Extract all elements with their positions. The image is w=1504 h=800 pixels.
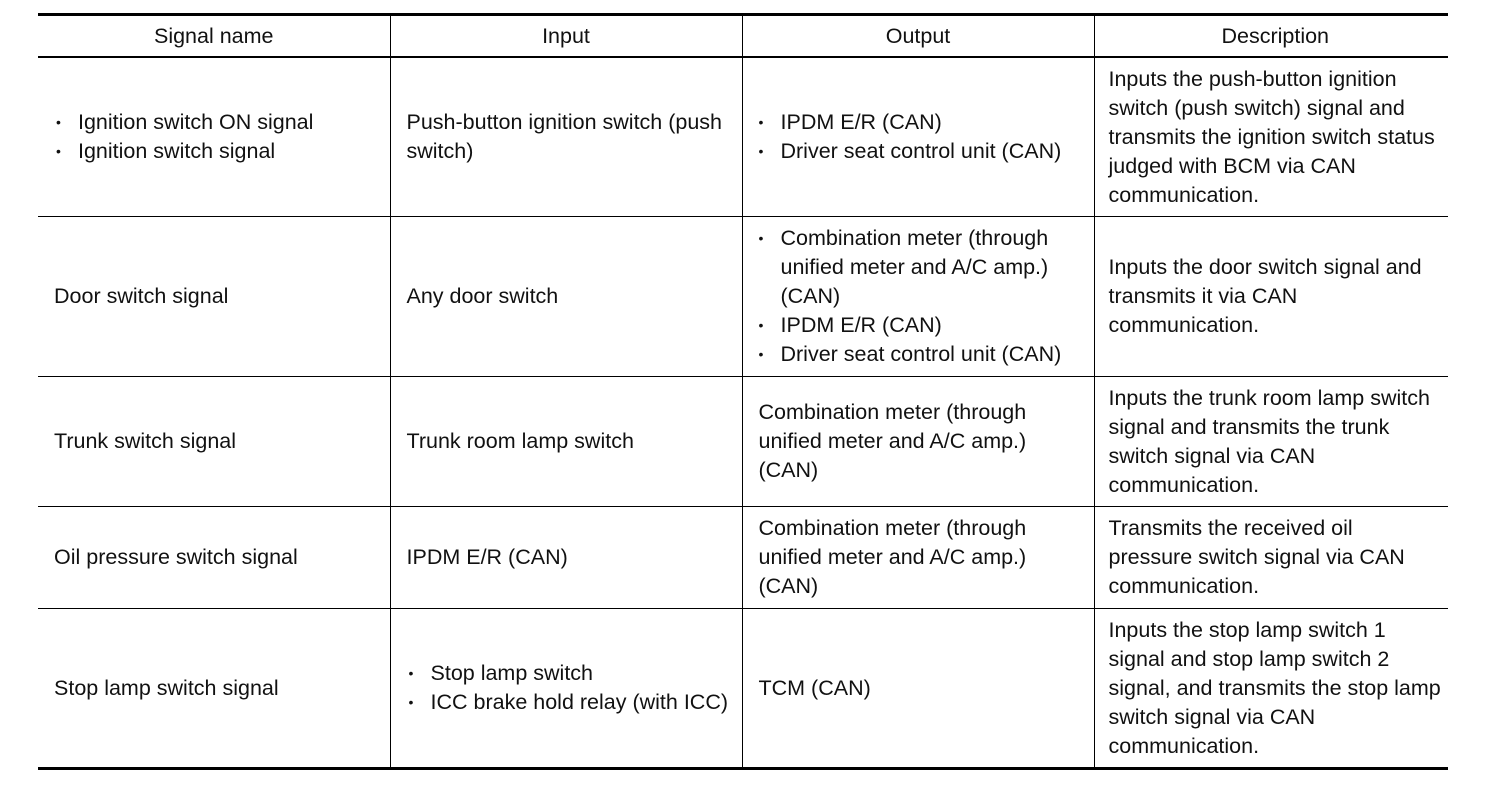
description-cell: Inputs the push-button ignition switch (push switch) signal and transmits the ignition switch status judged with BCM via CAN communication. [1094, 57, 1448, 217]
description-cell: Inputs the stop lamp switch 1 signal and stop lamp switch 2 signal, and transmits the stop lamp switch signal via CAN communication. [1094, 609, 1448, 769]
table-row [38, 377, 1448, 507]
table-row [38, 217, 1448, 377]
header-output: Output [742, 15, 1094, 58]
description-cell: Inputs the door switch signal and transmits it via CAN communication. [1094, 217, 1448, 377]
input-cell: Push-button ignition switch (push switch) [390, 57, 742, 217]
output-list [757, 108, 1092, 166]
signal-table [38, 13, 1448, 770]
signal-name-cell [38, 57, 390, 217]
table-row [38, 609, 1448, 769]
input-cell [390, 609, 742, 769]
list-item: • Combination meter (through unified meter and A/C amp.) (CAN) [757, 224, 1092, 311]
table-header-row [38, 15, 1448, 58]
signal-name-cell: Oil pressure switch signal [38, 507, 390, 609]
output-list [757, 224, 1092, 369]
list-item: • Driver seat control unit (CAN) [757, 137, 1092, 166]
signal-name-list [54, 108, 382, 166]
table-row [38, 507, 1448, 609]
input-cell: Trunk room lamp switch [390, 377, 742, 507]
output-cell: Combination meter (through unified meter and A/C amp.) (CAN) [742, 507, 1094, 609]
output-cell [742, 217, 1094, 377]
list-item: • ICC brake hold relay (with ICC) [407, 688, 734, 717]
list-item: • IPDM E/R (CAN) [757, 108, 1092, 137]
header-signal-name: Signal name [38, 15, 390, 58]
signal-name-cell: Door switch signal [38, 217, 390, 377]
header-input: Input [390, 15, 742, 58]
list-item: • Stop lamp switch [407, 659, 734, 688]
list-item: • Driver seat control unit (CAN) [757, 340, 1092, 369]
signal-name-cell: Stop lamp switch signal [38, 609, 390, 769]
output-cell [742, 57, 1094, 217]
list-item: • Ignition switch ON signal [54, 108, 382, 137]
description-cell: Transmits the received oil pressure switch signal via CAN communication. [1094, 507, 1448, 609]
table-row [38, 57, 1448, 217]
input-list [407, 659, 734, 717]
input-cell: IPDM E/R (CAN) [390, 507, 742, 609]
description-cell: Inputs the trunk room lamp switch signal and transmits the trunk switch signal via CAN communication. [1094, 377, 1448, 507]
list-item: • Ignition switch signal [54, 137, 382, 166]
list-item: • IPDM E/R (CAN) [757, 311, 1092, 340]
signal-name-cell: Trunk switch signal [38, 377, 390, 507]
header-description: Description [1094, 15, 1448, 58]
output-cell: Combination meter (through unified meter and A/C amp.) (CAN) [742, 377, 1094, 507]
input-cell: Any door switch [390, 217, 742, 377]
output-cell: TCM (CAN) [742, 609, 1094, 769]
